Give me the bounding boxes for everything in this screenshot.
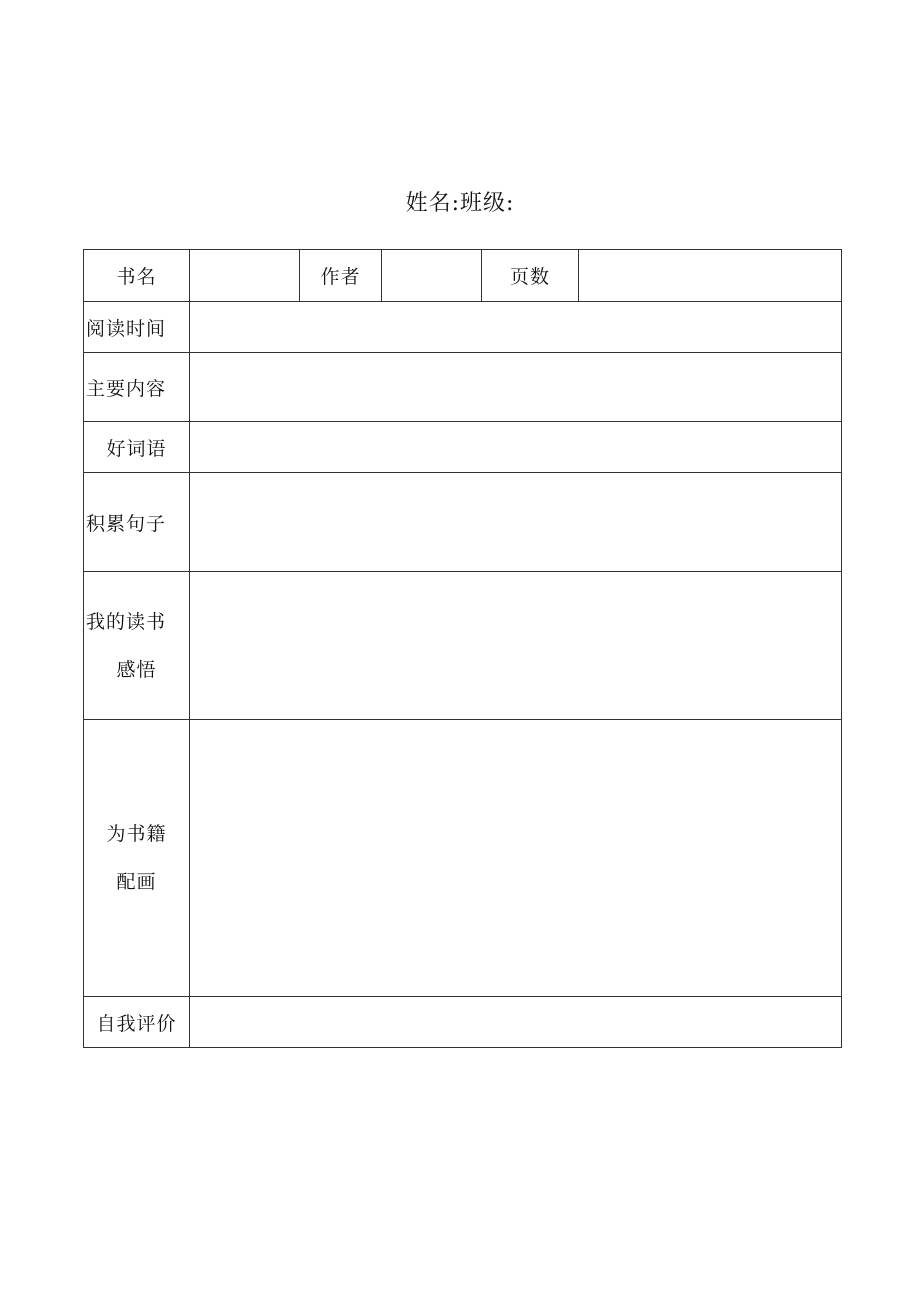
reflection-label xyxy=(84,572,190,720)
author-label: 作者 xyxy=(300,250,382,302)
reflection-label-line2: 感悟 xyxy=(116,658,157,681)
reading-time-field[interactable] xyxy=(190,302,842,353)
reading-time-row xyxy=(84,302,842,353)
good-words-row xyxy=(84,422,842,473)
main-content-field[interactable] xyxy=(190,353,842,422)
sentences-field[interactable] xyxy=(190,473,842,572)
good-words-field[interactable] xyxy=(190,422,842,473)
reflection-row xyxy=(84,572,842,720)
class-label: 班级: xyxy=(460,191,515,216)
book-info-row xyxy=(84,250,842,302)
pages-field[interactable] xyxy=(579,250,842,302)
reading-time-label: 阅读时间 xyxy=(84,302,190,353)
illustration-label-line1: 为书籍 xyxy=(106,823,167,845)
main-content-label: 主要内容 xyxy=(84,353,190,422)
illustration-label xyxy=(84,720,190,997)
illustration-label-line2: 配画 xyxy=(116,871,157,893)
pages-label: 页数 xyxy=(482,250,579,302)
self-eval-field[interactable] xyxy=(190,997,842,1048)
illustration-drawing-area[interactable] xyxy=(190,720,842,997)
book-title-label: 书名 xyxy=(84,250,190,302)
student-info-line xyxy=(0,186,920,217)
sentences-label: 积累句子 xyxy=(84,473,190,572)
illustration-row xyxy=(84,720,842,997)
sentences-row xyxy=(84,473,842,572)
book-title-field[interactable] xyxy=(190,250,300,302)
self-eval-row xyxy=(84,997,842,1048)
name-label: 姓名: xyxy=(405,191,460,216)
reading-record-table xyxy=(83,249,842,1048)
self-eval-label: 自我评价 xyxy=(84,997,190,1048)
good-words-label: 好词语 xyxy=(84,422,190,473)
reflection-field[interactable] xyxy=(190,572,842,720)
reflection-label-line1: 我的读书 xyxy=(86,610,167,633)
main-content-row xyxy=(84,353,842,422)
author-field[interactable] xyxy=(382,250,482,302)
